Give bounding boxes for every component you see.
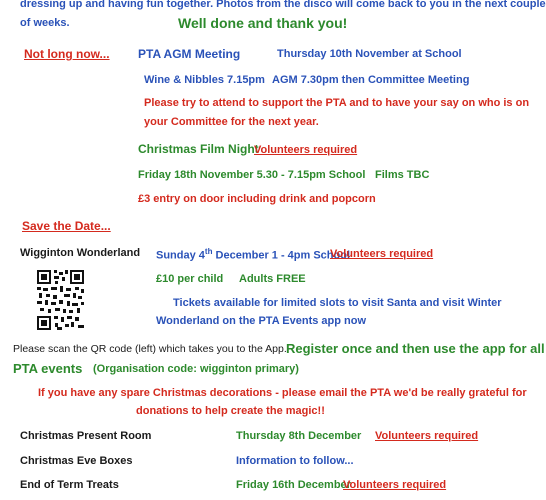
pta-events-text: PTA events [13, 361, 83, 376]
event-date: Thursday 8th December [236, 430, 362, 442]
event-date: Friday 16th December [236, 479, 351, 491]
wonderland-date [156, 248, 350, 262]
event-date: Information to follow... [236, 455, 354, 467]
org-code: (Organisation code: wigginton primary) [93, 363, 299, 375]
event-name: End of Term Treats [20, 479, 119, 491]
intro-line-2: of weeks. [20, 17, 70, 29]
attend-line-2: your Committee for the next year. [144, 116, 319, 128]
wonderland-date-post: December 1 - 4pm School [212, 249, 351, 262]
event-name: Christmas Present Room [20, 430, 152, 442]
price-adults: Adults FREE [239, 273, 306, 285]
film-date: Friday 18th November 5.30 - 7.15pm School [138, 169, 366, 181]
intro-line-1: dressing up and having fun together. Photos from the disco will come back to you in the next couple [20, 0, 546, 10]
scan-qr-text: Please scan the QR code (left) which takes you to the App. [13, 343, 287, 355]
agm-time: AGM 7.30pm then Committee Meeting [272, 74, 470, 86]
event-name: Christmas Eve Boxes [20, 455, 133, 467]
wine-nibbles: Wine & Nibbles 7.15pm [144, 74, 265, 86]
wonderland-volunteers-link[interactable]: Volunteers required [330, 248, 434, 260]
attend-line-1: Please try to attend to support the PTA and to have your say on who is on [144, 97, 530, 109]
decorations-line-1: If you have any spare Christmas decorations - please email the PTA we'd be really grateful for [38, 387, 527, 399]
register-text: Register once and then use the app for all [286, 341, 545, 356]
agm-title: PTA AGM Meeting [138, 47, 241, 61]
wonderland-title: Wigginton Wonderland [20, 247, 141, 259]
film-volunteers-link[interactable]: Volunteers required [254, 144, 358, 156]
price-child: £10 per child [156, 273, 224, 285]
save-the-date-heading: Save the Date... [22, 219, 111, 233]
film-entry: £3 entry on door including drink and popcorn [138, 193, 376, 205]
event-volunteers-link[interactable]: Volunteers required [375, 430, 479, 442]
wonderland-date-pre: Sunday 4 [156, 249, 205, 262]
agm-date: Thursday 10th November at School [277, 48, 462, 60]
not-long-now-heading: Not long now... [24, 47, 110, 61]
film-films: Films TBC [375, 169, 430, 181]
event-volunteers-link[interactable]: Volunteers required [343, 479, 447, 491]
film-night-title: Christmas Film Night [138, 142, 259, 156]
tickets-line-1: Tickets available for limited slots to visit Santa and visit Winter [173, 297, 502, 309]
thanks-heading: Well done and thank you! [178, 15, 348, 31]
wonderland-date-sup: th [204, 247, 213, 256]
qr-code-icon[interactable] [37, 270, 84, 330]
decorations-line-2: donations to help create the magic!! [136, 405, 325, 417]
tickets-line-2: Wonderland on the PTA Events app now [156, 315, 367, 327]
